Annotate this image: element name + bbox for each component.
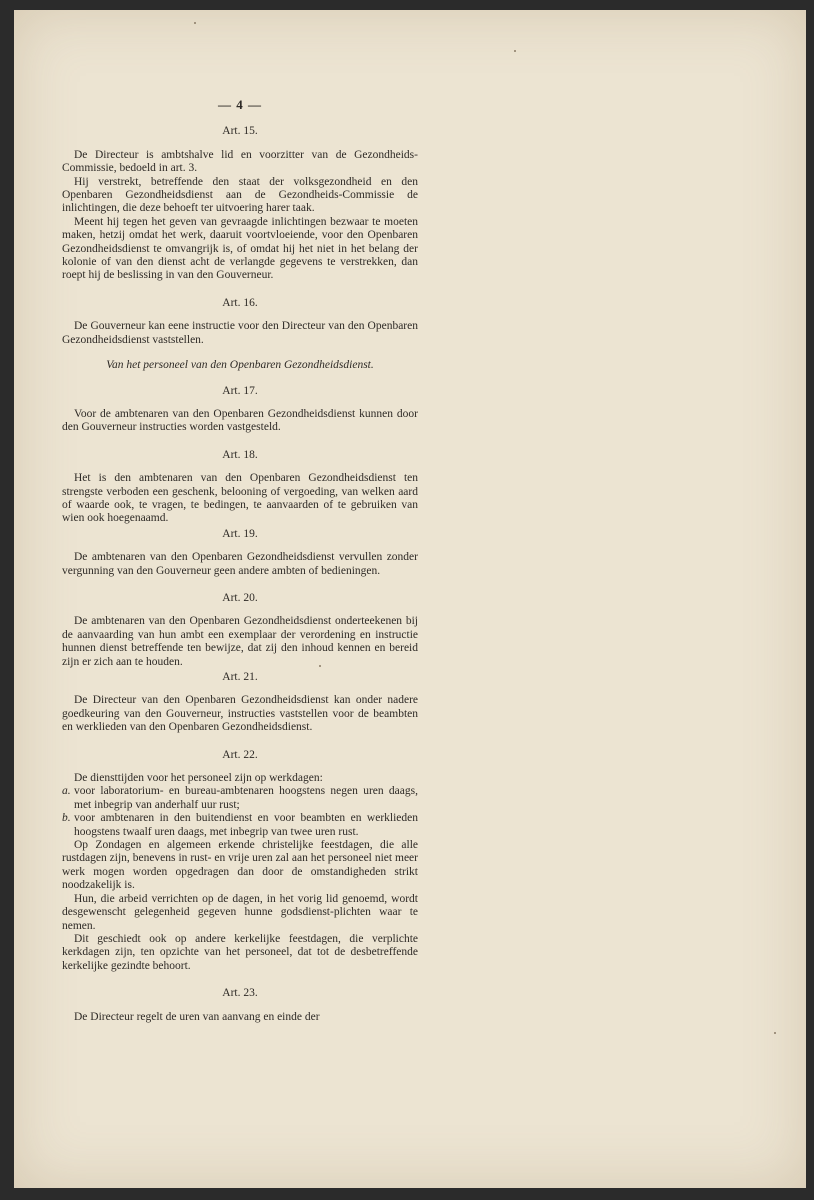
article-16-paragraph-1: De Gouverneur kan eene instructie voor den Directeur van den Openbaren Gezondheidsdienst vaststellen. bbox=[62, 320, 418, 346]
paper-speck bbox=[194, 22, 196, 24]
list-item-text: voor laboratorium- en bureau-ambtenaren hoogstens negen uren daags, met inbegrip van anderhalf uur rust; bbox=[74, 785, 418, 811]
list-item bbox=[62, 785, 418, 812]
article-15-paragraph-2: Hij verstrekt, betreffende den staat der volksgezondheid en den Openbaren Gezondheidsdienst aan de Gezondheids-Commissie de inlichtingen, die deze behoeft ter uitvoering harer taak. bbox=[62, 175, 418, 215]
paper-speck bbox=[514, 50, 516, 52]
article-19-heading: Art. 19. bbox=[222, 527, 258, 540]
article-19-paragraph-1: De ambtenaren van den Openbaren Gezondheidsdienst vervullen zonder vergunning van den Gouverneur geen andere ambten of bedieningen. bbox=[62, 551, 418, 577]
article-18-paragraph-1: Het is den ambtenaren van den Openbaren Gezondheidsdienst ten strengste verboden een geschenk, belooning of vergoeding, van welken aard of waarde ook, te vragen, te bedingen, te aanvaarden of te gebruiken van wien ook hoegenaamd. bbox=[62, 472, 418, 525]
text-column bbox=[62, 98, 418, 1024]
article-22-intro: De diensttijden voor het personeel zijn op werkdagen: bbox=[74, 772, 323, 785]
article-20-heading: Art. 20. bbox=[222, 591, 258, 604]
article-15-heading: Art. 15. bbox=[222, 125, 258, 138]
list-item-text: voor ambtenaren in den buitendienst en voor beambten en werklieden hoogstens twaalf uren daags, met inbegrip van twee uren rust. bbox=[74, 812, 418, 838]
article-17-paragraph-1: Voor de ambtenaren van den Openbaren Gezondheidsdienst kunnen door den Gouverneur instructies worden vastgesteld. bbox=[62, 407, 418, 434]
page-number: — 4 — bbox=[218, 97, 262, 112]
article-18-heading: Art. 18. bbox=[222, 448, 258, 461]
article-21-heading: Art. 21. bbox=[222, 671, 258, 683]
article-22-heading: Art. 22. bbox=[222, 748, 258, 761]
article-20-paragraph-1: De ambtenaren van den Openbaren Gezondheidsdienst onderteekenen bij de aanvaarding van hun ambt een exemplaar der verordening en instructie hunnen dienst betreffende ten bewijze, dat zij den inhoud kennen en bereid zijn er zich aan te houden. bbox=[62, 615, 418, 668]
article-23-paragraph-1: De Directeur regelt de uren van aanvang en einde der bbox=[74, 1010, 320, 1023]
article-15-paragraph-1: De Directeur is ambtshalve lid en voorzitter van de Gezondheids-Commissie, bedoeld in art. 3. bbox=[62, 148, 418, 175]
article-17-heading: Art. 17. bbox=[222, 384, 258, 397]
paper-speck bbox=[774, 1032, 776, 1034]
article-15-paragraph-3: Meent hij tegen het geven van gevraagde inlichtingen bezwaar te moeten maken, hetzij omdat het werk, daaruit voortvloeiende, voor den Openbaren Gezondheidsdienst te omvangrijk is, of omdat hij het niet in het belang der kolonie of van den dienst acht de verlangde gegevens te verstrekken, dan roept hij de beslissing in van den Gouverneur. bbox=[62, 215, 418, 282]
article-21-paragraph-1: De Directeur van den Openbaren Gezondheidsdienst kan onder nadere goedkeuring van den Gouverneur, instructies vaststellen voor de beambten en werklieden van den Openbaren Gezondheidsdienst. bbox=[62, 694, 418, 734]
article-22-paragraph-3: Dit geschiedt ook op andere kerkelijke feestdagen, die verplichte kerkdagen zijn, ten opzichte van het personeel, dat tot de desbetreffende kerkelijke gezindte behoort. bbox=[62, 932, 418, 972]
article-22-paragraph-2: Hun, die arbeid verrichten op de dagen, in het vorig lid genoemd, wordt desgewenscht gelegenheid gegeven hunne godsdienst-plichten waar te nemen. bbox=[62, 892, 418, 932]
article-23-heading: Art. 23. bbox=[222, 987, 258, 1000]
list-item-label: a. bbox=[62, 785, 71, 798]
section-subheading: Van het personeel van den Openbaren Gezondheidsdienst. bbox=[106, 359, 374, 372]
list-item-label: b. bbox=[62, 812, 71, 825]
article-16-heading: Art. 16. bbox=[222, 296, 258, 309]
document-page bbox=[14, 10, 806, 1188]
article-22-paragraph-1: Op Zondagen en algemeen erkende christelijke feestdagen, die alle rustdagen zijn, benevens in rust- en vrije uren zal aan het personeel niet meer werk mogen worden opgedragen dan door de omstandigheden strikt noodzakelijk is. bbox=[62, 839, 418, 892]
list-item bbox=[62, 812, 418, 839]
